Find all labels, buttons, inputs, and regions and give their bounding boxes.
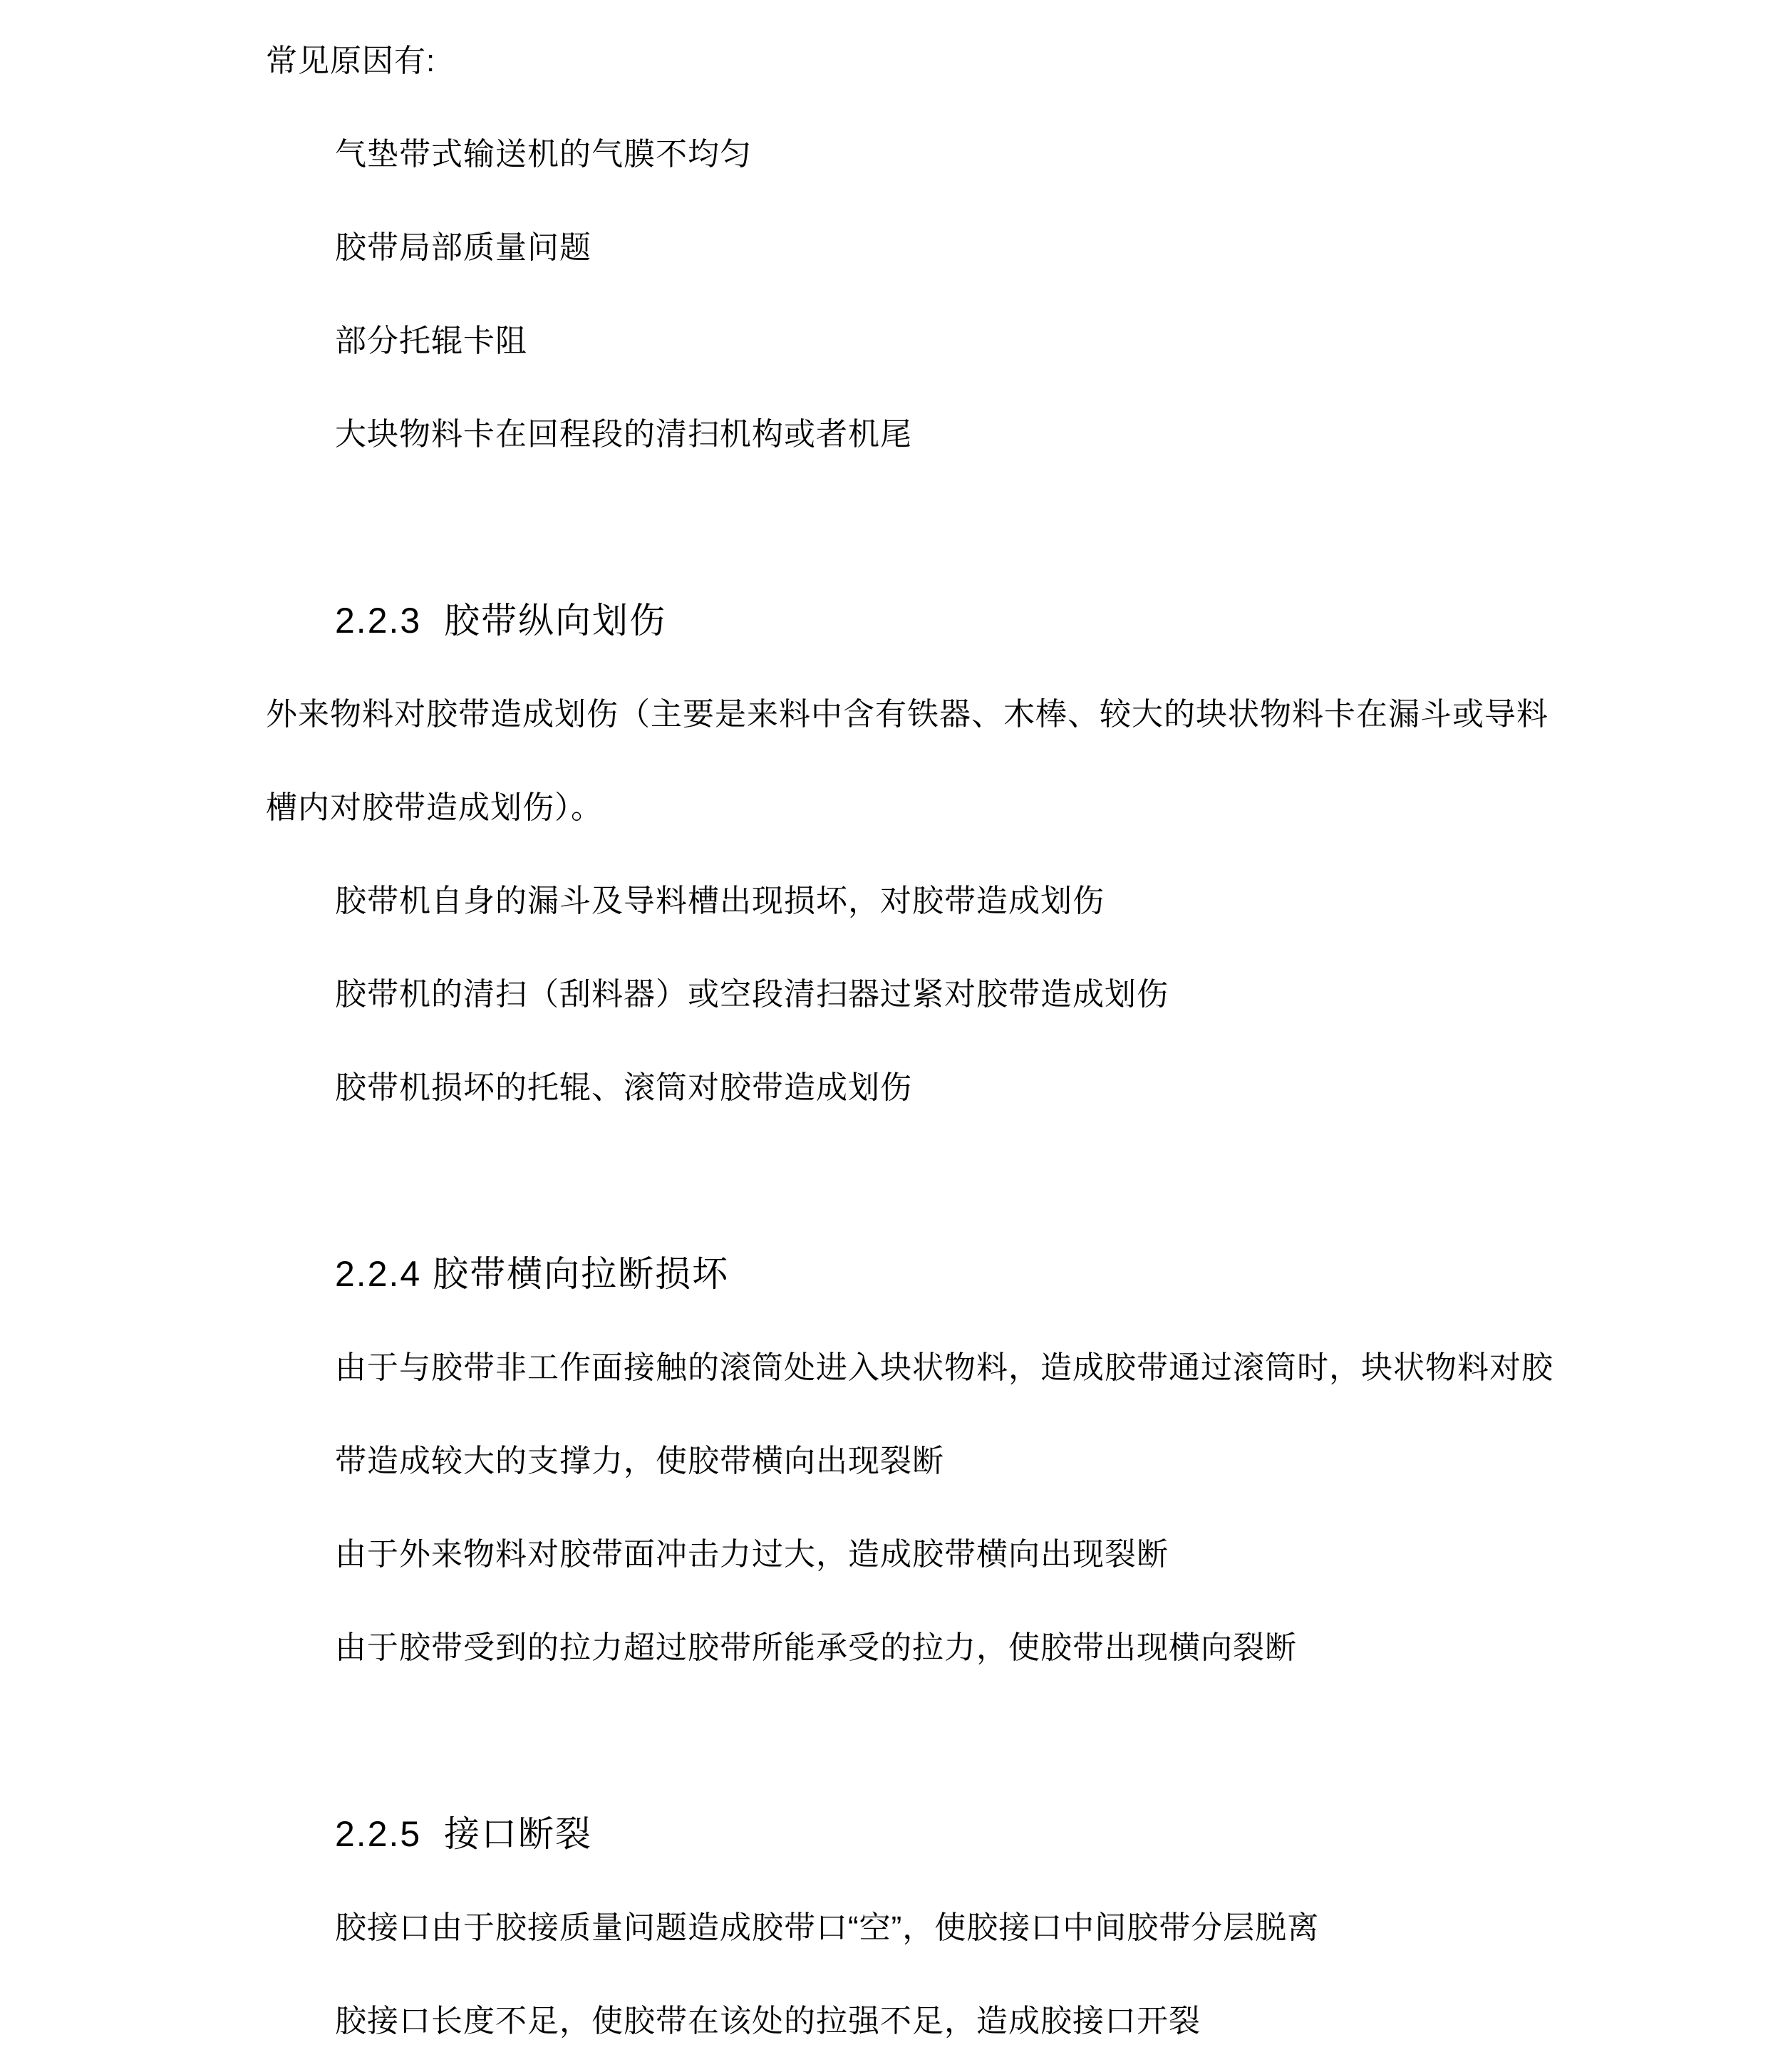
intro-line: 常见原因有: xyxy=(266,43,436,78)
section-2-2-4-item-1-line-1: 由于与胶带非工作面接触的滚筒处进入块状物料，造成胶带通过滚筒时，块状物料对胶 xyxy=(335,1350,1554,1385)
section-2-2-4-heading: 2.2.4 胶带横向拉断损坏 xyxy=(335,1254,730,1294)
section-2-2-3-item-1: 胶带机自身的漏斗及导料槽出现损坏，对胶带造成划伤 xyxy=(335,884,1105,918)
common-cause-item-4: 大块物料卡在回程段的清扫机构或者机尾 xyxy=(335,417,912,452)
section-2-2-4-item-3: 由于胶带受到的拉力超过胶带所能承受的拉力，使胶带出现横向裂断 xyxy=(335,1630,1297,1665)
section-2-2-3-item-3: 胶带机损坏的托辊、滚筒对胶带造成划伤 xyxy=(335,1070,912,1105)
section-2-2-4-item-2: 由于外来物料对胶带面冲击力过大，造成胶带横向出现裂断 xyxy=(335,1537,1169,1572)
section-2-2-5-item-2: 胶接口长度不足，使胶带在该处的拉强不足，造成胶接口开裂 xyxy=(335,2004,1201,2039)
section-2-2-5-item-1: 胶接口由于胶接质量问题造成胶带口“空”，使胶接口中间胶带分层脱离 xyxy=(335,1910,1320,1945)
section-2-2-3-heading: 2.2.3 胶带纵向划伤 xyxy=(335,601,666,641)
section-2-2-3-paragraph-line-1: 外来物料对胶带造成划伤（主要是来料中含有铁器、木棒、较大的块状物料卡在漏斗或导料 xyxy=(266,697,1549,732)
common-cause-item-2: 胶带局部质量问题 xyxy=(335,230,591,265)
section-2-2-3-paragraph-line-2: 槽内对胶带造成划伤）。 xyxy=(266,790,603,825)
common-cause-item-1: 气垫带式输送机的气膜不均匀 xyxy=(335,137,752,172)
common-cause-item-3: 部分托辊卡阻 xyxy=(335,323,527,358)
section-2-2-3-item-2: 胶带机的清扫（刮料器）或空段清扫器过紧对胶带造成划伤 xyxy=(335,977,1169,1012)
section-2-2-5-heading: 2.2.5 接口断裂 xyxy=(335,1814,592,1854)
section-2-2-4-item-1-line-2: 带造成较大的支撑力，使胶带横向出现裂断 xyxy=(335,1444,944,1478)
